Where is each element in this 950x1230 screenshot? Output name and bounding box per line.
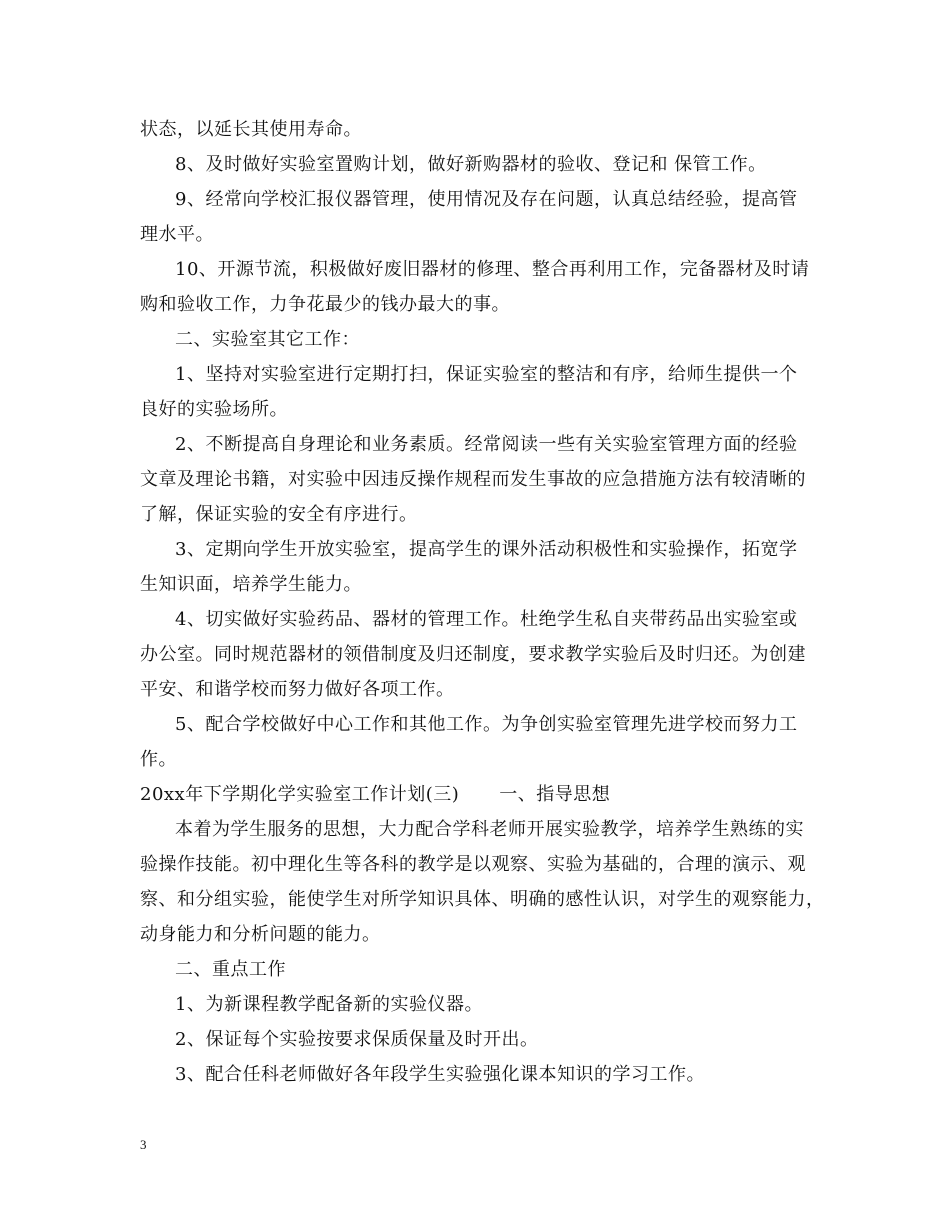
paragraph-line: 购和验收工作，力争花最少的钱办最大的事。 [140, 294, 510, 315]
paragraph-line: 1、坚持对实验室进行定期打扫，保证实验室的整洁和有序，给师生提供一个 [175, 364, 798, 385]
paragraph-line: 状态，以延长其使用寿命。 [140, 119, 362, 140]
page-number: 3 [140, 1137, 147, 1152]
paragraph-line: 2、不断提高自身理论和业务素质。经常阅读一些有关实验室管理方面的经验 [175, 434, 798, 455]
paragraph-line: 8、及时做好实验室置购计划，做好新购器材的验收、登记和 保管工作。 [175, 154, 767, 175]
paragraph-line: 平安、和谐学校而努力做好各项工作。 [140, 679, 455, 700]
plan-title: 20xx年下学期化学实验室工作计划(三) [140, 784, 460, 805]
paragraph-line: 动身能力和分析问题的能力。 [140, 924, 381, 945]
paragraph-line: 9、经常向学校汇报仪器管理，使用情况及存在问题，认真总结经验，提高管 [175, 189, 798, 210]
paragraph-line: 10、开源节流，积极做好废旧器材的修理、整合再利用工作，完备器材及时请 [175, 259, 810, 280]
paragraph-line: 办公室。同时规范器材的领借制度及归还制度，要求教学实验后及时归还。为创建 [140, 644, 806, 665]
paragraph-line: 了解，保证实验的安全有序进行。 [140, 504, 418, 525]
plan-heading [140, 782, 610, 808]
paragraph-line: 理水平。 [140, 224, 214, 245]
paragraph-line: 验操作技能。初中理化生等各科的教学是以观察、实验为基础的，合理的演示、观 [140, 854, 806, 875]
paragraph-line: 生知识面，培养学生能力。 [140, 574, 362, 595]
paragraph-line: 3、定期向学生开放实验室，提高学生的课外活动积极性和实验操作，拓宽学 [175, 539, 798, 560]
paragraph-line: 5、配合学校做好中心工作和其他工作。为争创实验室管理先进学校而努力工 [175, 714, 798, 735]
list-item: 2、保证每个实验按要求保质保量及时开出。 [175, 1029, 539, 1050]
section-heading: 一、指导思想 [499, 784, 611, 805]
list-item: 3、配合任科老师做好各年段学生实验强化课本知识的学习工作。 [175, 1064, 705, 1085]
list-item: 1、为新课程教学配备新的实验仪器。 [175, 994, 483, 1015]
paragraph-line: 4、切实做好实验药品、器材的管理工作。杜绝学生私自夹带药品出实验室或 [175, 609, 798, 630]
paragraph-line: 作。 [140, 749, 177, 770]
section-heading: 二、实验室其它工作： [175, 329, 360, 350]
paragraph-line: 本着为学生服务的思想，大力配合学科老师开展实验教学，培养学生熟练的实 [175, 819, 804, 840]
paragraph-line: 良好的实验场所。 [140, 399, 288, 420]
paragraph-line: 文章及理论书籍，对实验中因违反操作规程而发生事故的应急措施方法有较清晰的 [140, 469, 806, 490]
section-heading: 二、重点工作 [175, 959, 286, 980]
paragraph-line: 察、和分组实验，能使学生对所学知识具体、明确的感性认识，对学生的观察能力， [140, 889, 825, 910]
